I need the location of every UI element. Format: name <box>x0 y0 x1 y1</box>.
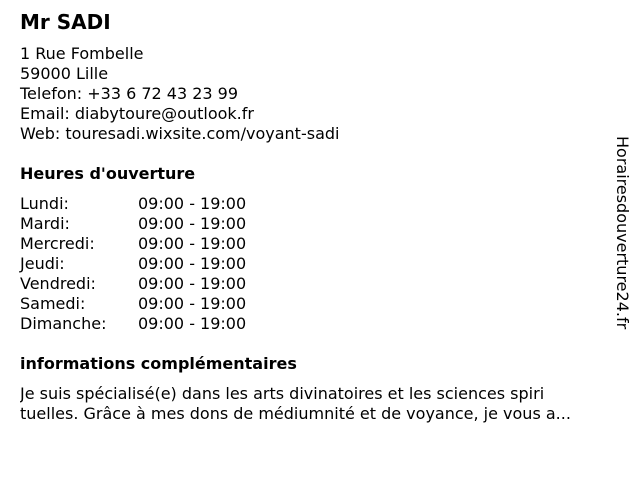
day-label: Dimanche: <box>20 314 107 333</box>
email-line: Email: diabytoure@outlook.fr <box>20 104 254 123</box>
contact-block <box>20 44 339 144</box>
web-line: Web: touresadi.wixsite.com/voyant-sadi <box>20 124 340 143</box>
phone-line: Telefon: +33 6 72 43 23 99 <box>20 84 239 103</box>
brand-watermark <box>612 136 632 346</box>
day-label: Mercredi: <box>20 234 95 253</box>
info-line-2: tuelles. Grâce à mes dons de médiumnité et de voyance, je vous a... <box>20 404 571 423</box>
time-range: 09:00 - 19:00 <box>138 274 247 293</box>
day-label: Mardi: <box>20 214 70 233</box>
brand-watermark-text: Horairesdouverture24.fr <box>613 136 632 330</box>
hours-row-thursday <box>20 254 246 274</box>
day-label: Jeudi: <box>20 254 65 273</box>
address-line-1: 1 Rue Fombelle <box>20 44 144 63</box>
time-range: 09:00 - 19:00 <box>138 254 247 273</box>
info-heading: informations complémentaires <box>20 354 297 373</box>
info-line-1: Je suis spécialisé(e) dans les arts divinatoires et les sciences spiri <box>20 384 545 403</box>
day-label: Samedi: <box>20 294 86 313</box>
info-description <box>20 384 620 424</box>
hours-row-sunday <box>20 314 246 334</box>
day-label: Lundi: <box>20 194 69 213</box>
opening-hours-table <box>20 194 246 334</box>
time-range: 09:00 - 19:00 <box>138 294 247 313</box>
business-name: Mr SADI <box>20 10 111 34</box>
time-range: 09:00 - 19:00 <box>138 214 247 233</box>
hours-row-wednesday <box>20 234 246 254</box>
time-range: 09:00 - 19:00 <box>138 234 247 253</box>
address-line-2: 59000 Lille <box>20 64 109 83</box>
time-range: 09:00 - 19:00 <box>138 194 247 213</box>
hours-row-saturday <box>20 294 246 314</box>
hours-row-monday <box>20 194 246 214</box>
day-label: Vendredi: <box>20 274 96 293</box>
time-range: 09:00 - 19:00 <box>138 314 247 333</box>
hours-row-friday <box>20 274 246 294</box>
hours-row-tuesday <box>20 214 246 234</box>
hours-heading: Heures d'ouverture <box>20 164 196 183</box>
